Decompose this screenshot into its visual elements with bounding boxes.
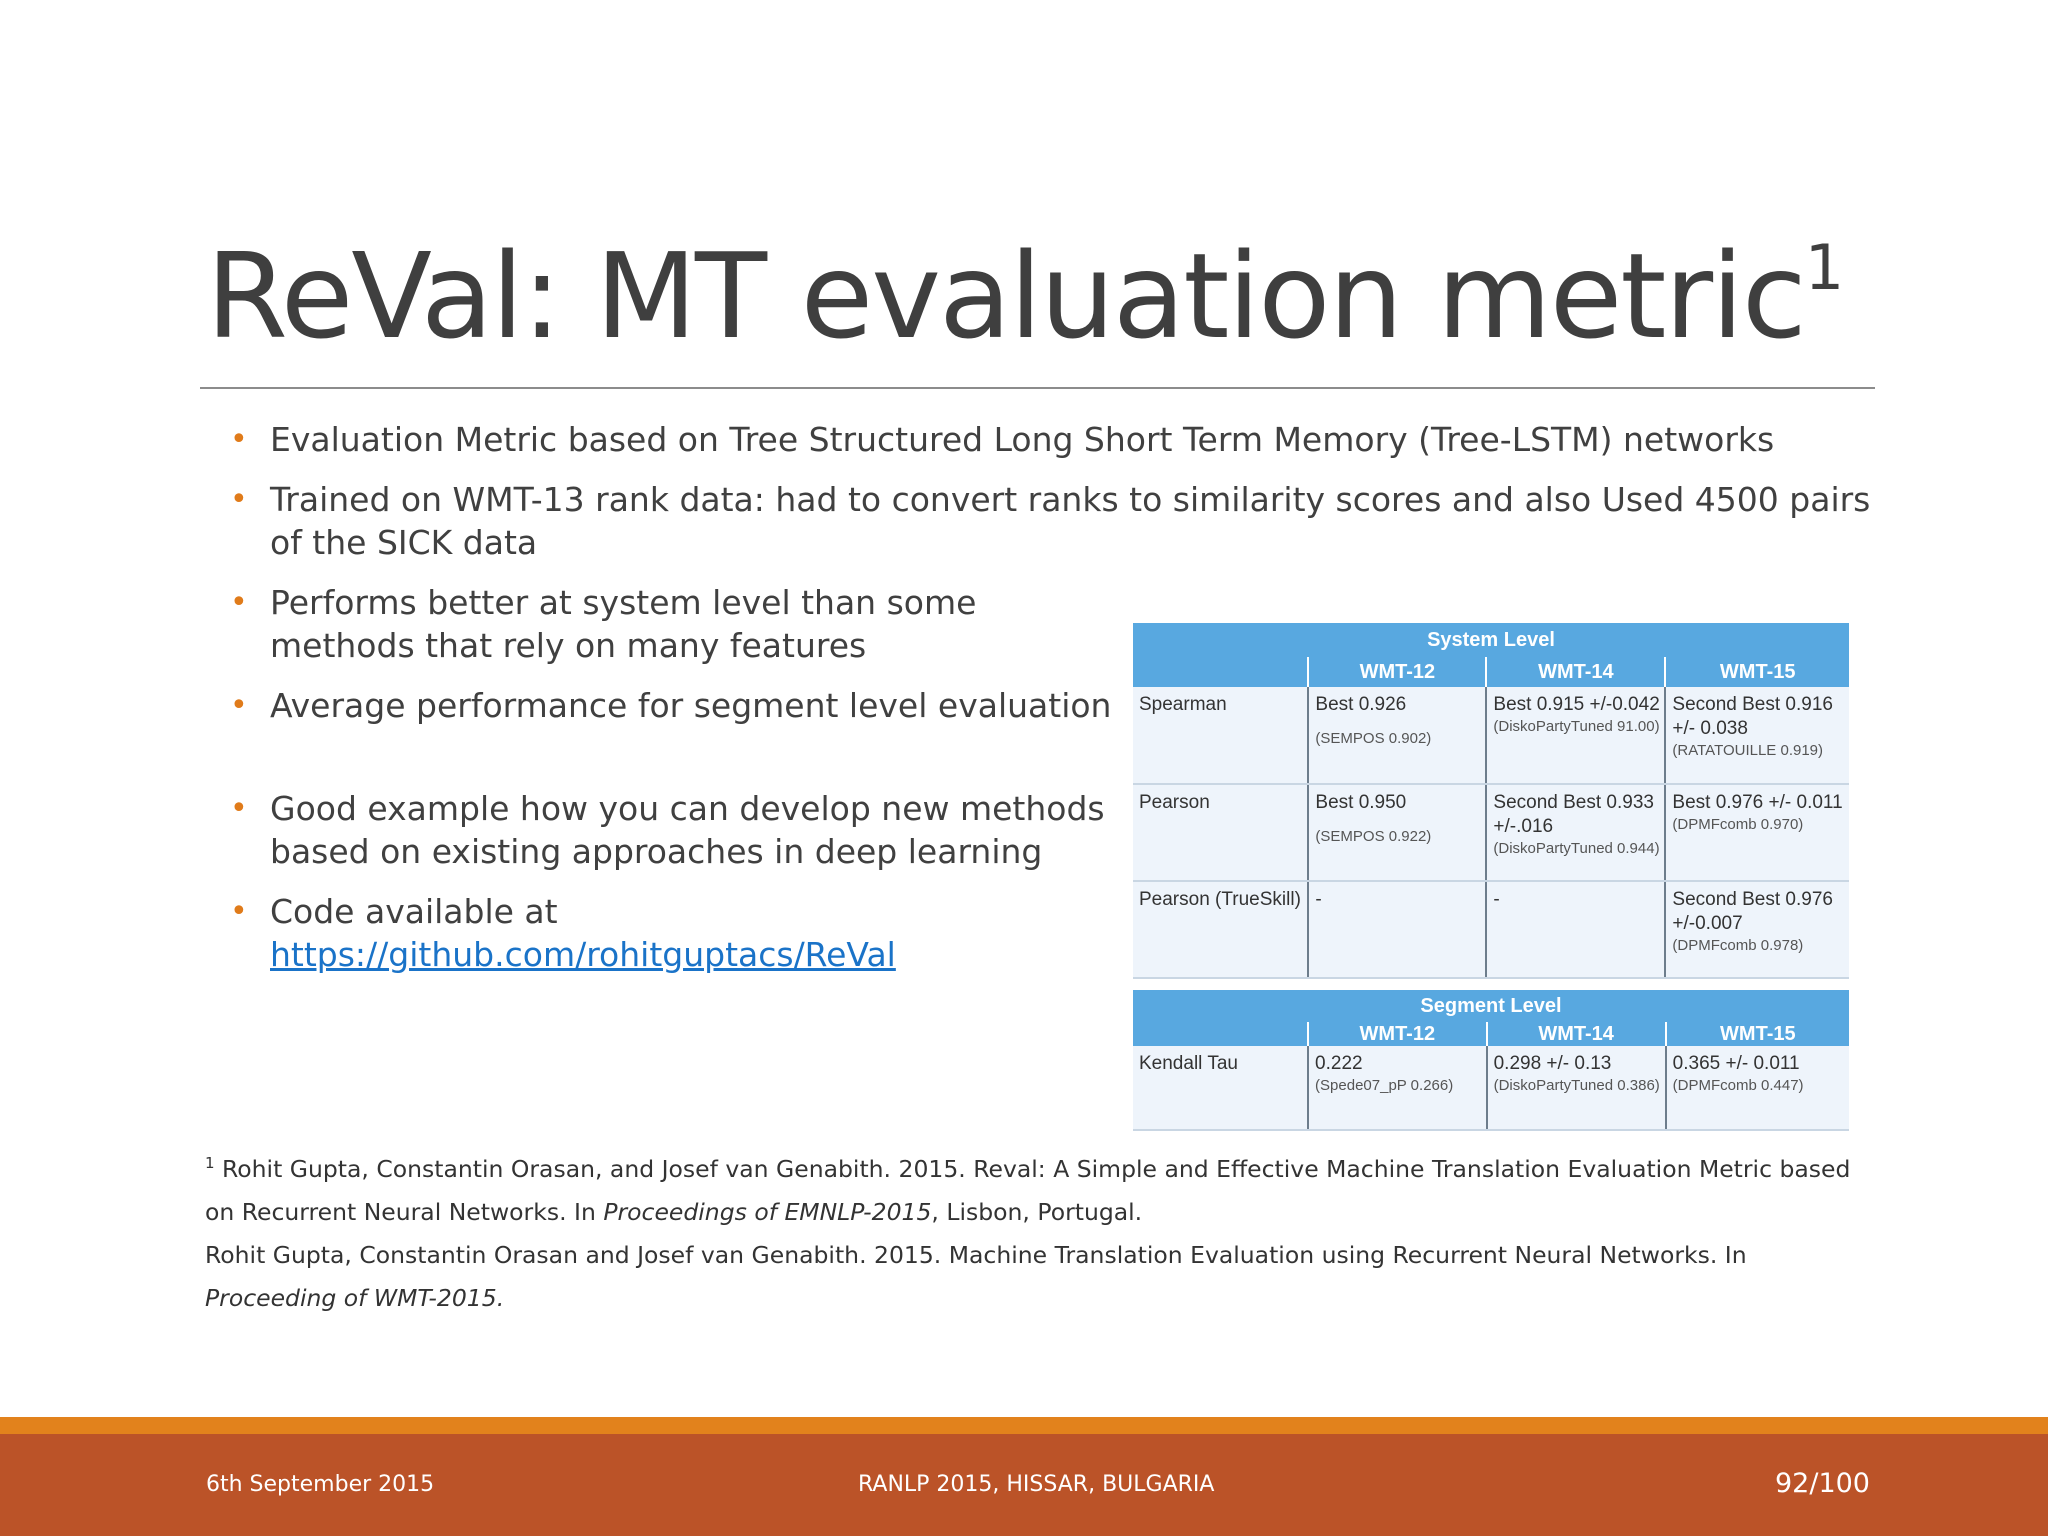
cell-note: (DiskoPartyTuned 0.944) xyxy=(1493,840,1660,857)
table-row xyxy=(1133,1046,1849,1130)
cell-note: (DPMFcomb 0.978) xyxy=(1672,937,1804,954)
page-number: 92/100 xyxy=(1775,1468,1870,1499)
cell-value: Best 0.950 xyxy=(1315,792,1407,813)
cell-note: (DiskoPartyTuned 91.00) xyxy=(1493,718,1660,735)
footer-date: 6th September 2015 xyxy=(206,1472,435,1497)
code-repo-link[interactable]: https://github.com/rohitguptacs/ReVal xyxy=(270,935,896,974)
system-level-heading: System Level xyxy=(1133,623,1849,657)
bullet-text: Trained on WMT-13 rank data: had to convert ranks to similarity scores and also Used 4500 pairs of the SICK data xyxy=(270,480,1871,562)
bullet-dot-icon: • xyxy=(230,585,248,620)
bullet-text: Performs better at system level than some methods that rely on many features xyxy=(270,583,977,665)
table-cell xyxy=(1308,881,1486,978)
cell-value: Best 0.926 xyxy=(1315,694,1407,715)
table-cell xyxy=(1665,784,1849,881)
table-corner xyxy=(1133,657,1308,687)
footer-stripe xyxy=(0,1417,2048,1434)
footer-bar xyxy=(0,1434,2048,1536)
cell-note: (RATATOUILLE 0.919) xyxy=(1672,742,1824,759)
table-cell xyxy=(1308,1046,1487,1130)
row-label: Pearson xyxy=(1133,784,1308,881)
column-header: WMT-14 xyxy=(1487,1022,1666,1046)
column-header: WMT-15 xyxy=(1665,657,1849,687)
cell-value: - xyxy=(1493,889,1500,910)
bullet-item xyxy=(230,684,1120,727)
bullet-dot-icon: • xyxy=(230,688,248,723)
table-row xyxy=(1133,881,1849,978)
table-row xyxy=(1133,784,1849,881)
reference-venue: Proceedings of EMNLP-2015 xyxy=(603,1197,932,1226)
bullet-dot-icon: • xyxy=(230,791,248,826)
title-divider xyxy=(200,387,1875,389)
cell-value: Second Best 0.916 +/- 0.038 xyxy=(1672,694,1833,739)
reference-text: Rohit Gupta, Constantin Orasan, and Josef van Genabith. 2015. Reval: A Simple and Effective Machine Translation Evaluation Metric based on Recurrent Neural Networks. In xyxy=(205,1154,1851,1226)
table-cell xyxy=(1486,784,1665,881)
bullet-text: Good example how you can develop new methods based on existing approaches in deep learning xyxy=(270,789,1105,871)
table-cell xyxy=(1308,784,1486,881)
table-cell xyxy=(1486,687,1665,784)
bullet-item xyxy=(230,581,1120,667)
cell-note: (Spede07_pP 0.266) xyxy=(1315,1077,1454,1094)
reference-text: Rohit Gupta, Constantin Orasan and Josef van Genabith. 2015. Machine Translation Evaluation using Recurrent Neural Networks. In xyxy=(205,1240,1747,1269)
cell-value: Second Best 0.933 +/-.016 xyxy=(1493,792,1654,837)
bullet-text: Average performance for segment level evaluation xyxy=(270,686,1112,725)
bullet-text: Evaluation Metric based on Tree Structured Long Short Term Memory (Tree-LSTM) networks xyxy=(270,420,1775,459)
table-cell xyxy=(1487,1046,1666,1130)
bullet-dot-icon: • xyxy=(230,482,248,517)
table-cell xyxy=(1486,881,1665,978)
references xyxy=(205,1142,1885,1320)
column-header: WMT-14 xyxy=(1486,657,1665,687)
bullet-dot-icon: • xyxy=(230,422,248,457)
row-label: Pearson (TrueSkill) xyxy=(1133,881,1308,978)
cell-value: 0.298 +/- 0.13 xyxy=(1493,1053,1612,1074)
row-label: Kendall Tau xyxy=(1133,1046,1308,1130)
reference-venue: Proceeding of WMT-2015. xyxy=(205,1283,505,1312)
table-corner xyxy=(1133,1022,1308,1046)
bullet-dot-icon: • xyxy=(230,894,248,929)
column-header: WMT-12 xyxy=(1308,657,1486,687)
reference-2 xyxy=(205,1234,1885,1320)
cell-value: 0.365 +/- 0.011 xyxy=(1672,1053,1800,1074)
bullet-item xyxy=(230,478,1890,564)
cell-note: (DiskoPartyTuned 0.386) xyxy=(1493,1077,1660,1094)
cell-value: Best 0.915 +/-0.042 xyxy=(1493,694,1660,715)
reference-1 xyxy=(205,1142,1885,1234)
table-cell xyxy=(1666,1046,1849,1130)
segment-level-heading: Segment Level xyxy=(1133,990,1849,1022)
cell-value: Second Best 0.976 +/-0.007 xyxy=(1672,889,1833,934)
bullet-item xyxy=(230,890,1120,976)
bullet-item xyxy=(230,418,1890,461)
column-header: WMT-12 xyxy=(1308,1022,1487,1046)
cell-note: (DPMFcomb 0.970) xyxy=(1672,816,1804,833)
slide-title-text: ReVal: MT evaluation metric xyxy=(206,227,1805,365)
column-header: WMT-15 xyxy=(1666,1022,1849,1046)
title-footnote-marker: 1 xyxy=(1804,230,1843,304)
row-label: Spearman xyxy=(1133,687,1308,784)
bullet-text: Code available at xyxy=(270,892,558,931)
table-cell xyxy=(1308,687,1486,784)
cell-note: (SEMPOS 0.922) xyxy=(1315,828,1432,845)
cell-note: (DPMFcomb 0.447) xyxy=(1672,1077,1804,1094)
cell-value: 0.222 xyxy=(1315,1053,1363,1074)
cell-value: - xyxy=(1315,889,1322,910)
table-cell xyxy=(1665,687,1849,784)
reference-marker: 1 xyxy=(205,1154,215,1172)
bullet-item xyxy=(230,787,1120,873)
system-level-table xyxy=(1133,623,1849,979)
cell-value: Best 0.976 +/- 0.011 xyxy=(1672,792,1843,813)
table-cell xyxy=(1665,881,1849,978)
footer-conference: RANLP 2015, HISSAR, BULGARIA xyxy=(858,1472,1215,1497)
slide-title xyxy=(206,227,1843,365)
reference-tail: , Lisbon, Portugal. xyxy=(931,1197,1143,1226)
cell-note: (SEMPOS 0.902) xyxy=(1315,730,1432,747)
segment-level-table xyxy=(1133,990,1849,1131)
table-row xyxy=(1133,687,1849,784)
